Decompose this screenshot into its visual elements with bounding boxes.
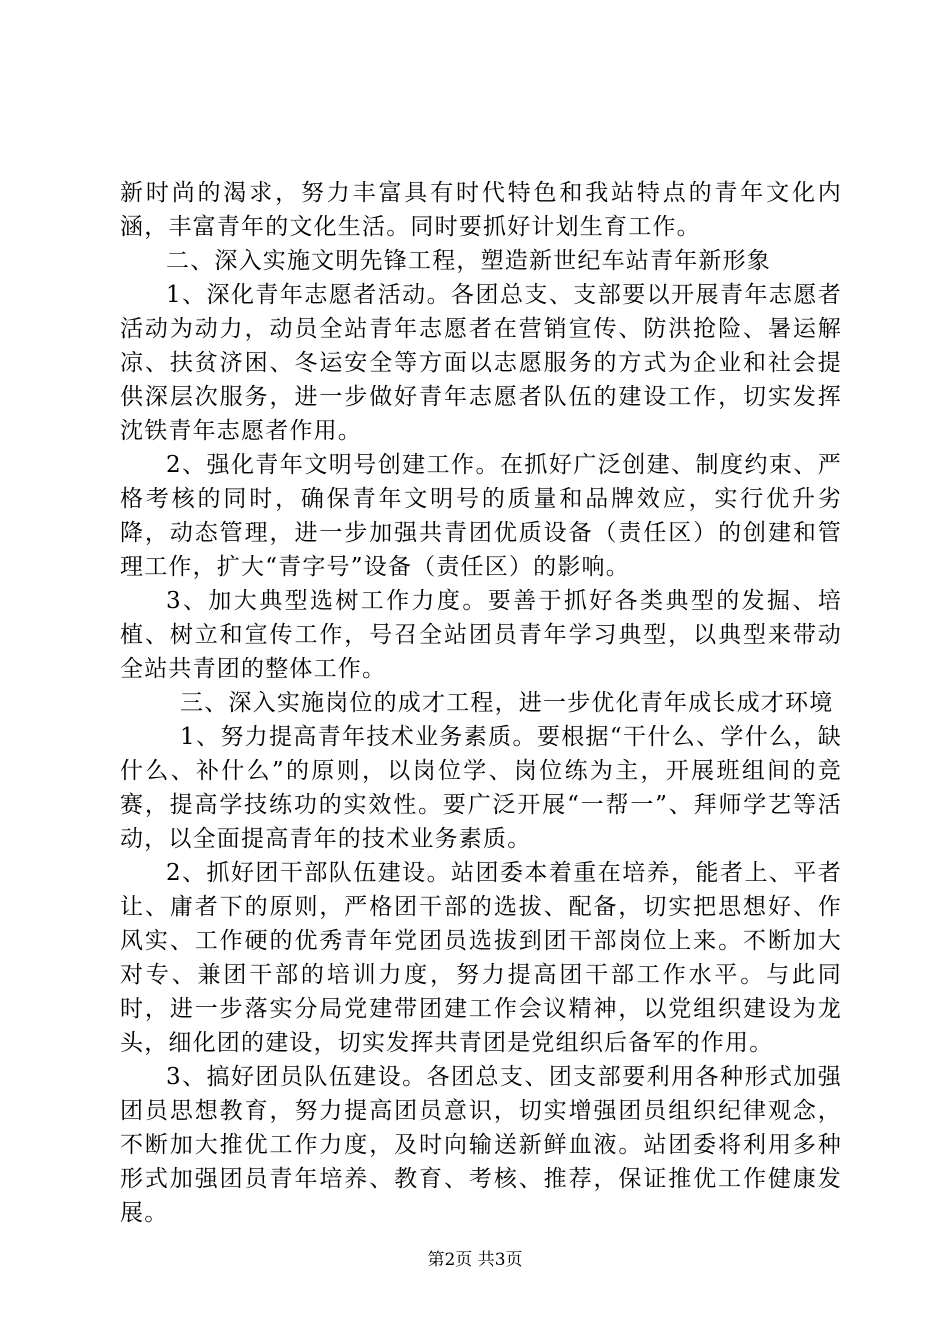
- paragraph-item-2-2: 2、强化青年文明号创建工作。在抓好广泛创建、制度约束、严格考核的同时，确保青年文明号的质量和品牌效应，实行优升劣降，动态管理，进一步加强共青团优质设备（责任区）的创建和管理工作，扩大“青字号”设备（责任区）的影响。: [120, 452, 842, 580]
- paragraph-item-2-3: 3、加大典型选树工作力度。要善于抓好各类典型的发掘、培植、树立和宣传工作，号召全站团员青年学习典型，以典型来带动全站共青团的整体工作。: [120, 588, 842, 682]
- section-2-heading: 二、深入实施文明先锋工程，塑造新世纪车站青年新形象: [166, 248, 771, 274]
- paragraph-item-3-3: 3、搞好团员队伍建设。各团总支、团支部要利用各种形式加强团员思想教育，努力提高团员意识，切实增强团员组织纪律观念，不断加大推优工作力度，及时向输送新鲜血液。站团委将利用多种形式加强团员青年培养、教育、考核、推荐，保证推优工作健康发展。: [120, 1064, 842, 1226]
- document-body: [120, 176, 842, 1230]
- paragraph-continuation: 新时尚的渴求，努力丰富具有时代特色和我站特点的青年文化内涵，丰富青年的文化生活。同时要抓好计划生育工作。: [120, 180, 842, 240]
- paragraph-item-2-1: 1、深化青年志愿者活动。各团总支、支部要以开展青年志愿者活动为动力，动员全站青年志愿者在营销宣传、防洪抢险、暑运解凉、扶贫济困、冬运安全等方面以志愿服务的方式为企业和社会提供深层次服务，进一步做好青年志愿者队伍的建设工作，切实发挥沈铁青年志愿者作用。: [120, 282, 842, 444]
- section-3-heading: 三、深入实施岗位的成才工程，进一步优化青年成长成才环境: [180, 690, 834, 716]
- paragraph-item-3-1: 1、努力提高青年技术业务素质。要根据“干什么、学什么，缺什么、补什么”的原则，以岗位学、岗位练为主，开展班组间的竞赛，提高学技练功的实效性。要广泛开展“一帮一”、拜师学艺等活动，以全面提高青年的技术业务素质。: [120, 724, 842, 852]
- page-footer: 第2页 共3页: [427, 1250, 523, 1270]
- paragraph-item-3-2: 2、抓好团干部队伍建设。站团委本着重在培养，能者上、平者让、庸者下的原则，严格团干部的选拔、配备，切实把思想好、作风实、工作硬的优秀青年党团员选拔到团干部岗位上来。不断加大对专、兼团干部的培训力度，努力提高团干部工作水平。与此同时，进一步落实分局党建带团建工作会议精神，以党组织建设为龙头，细化团的建设，切实发挥共青团是党组织后备军的作用。: [120, 860, 842, 1056]
